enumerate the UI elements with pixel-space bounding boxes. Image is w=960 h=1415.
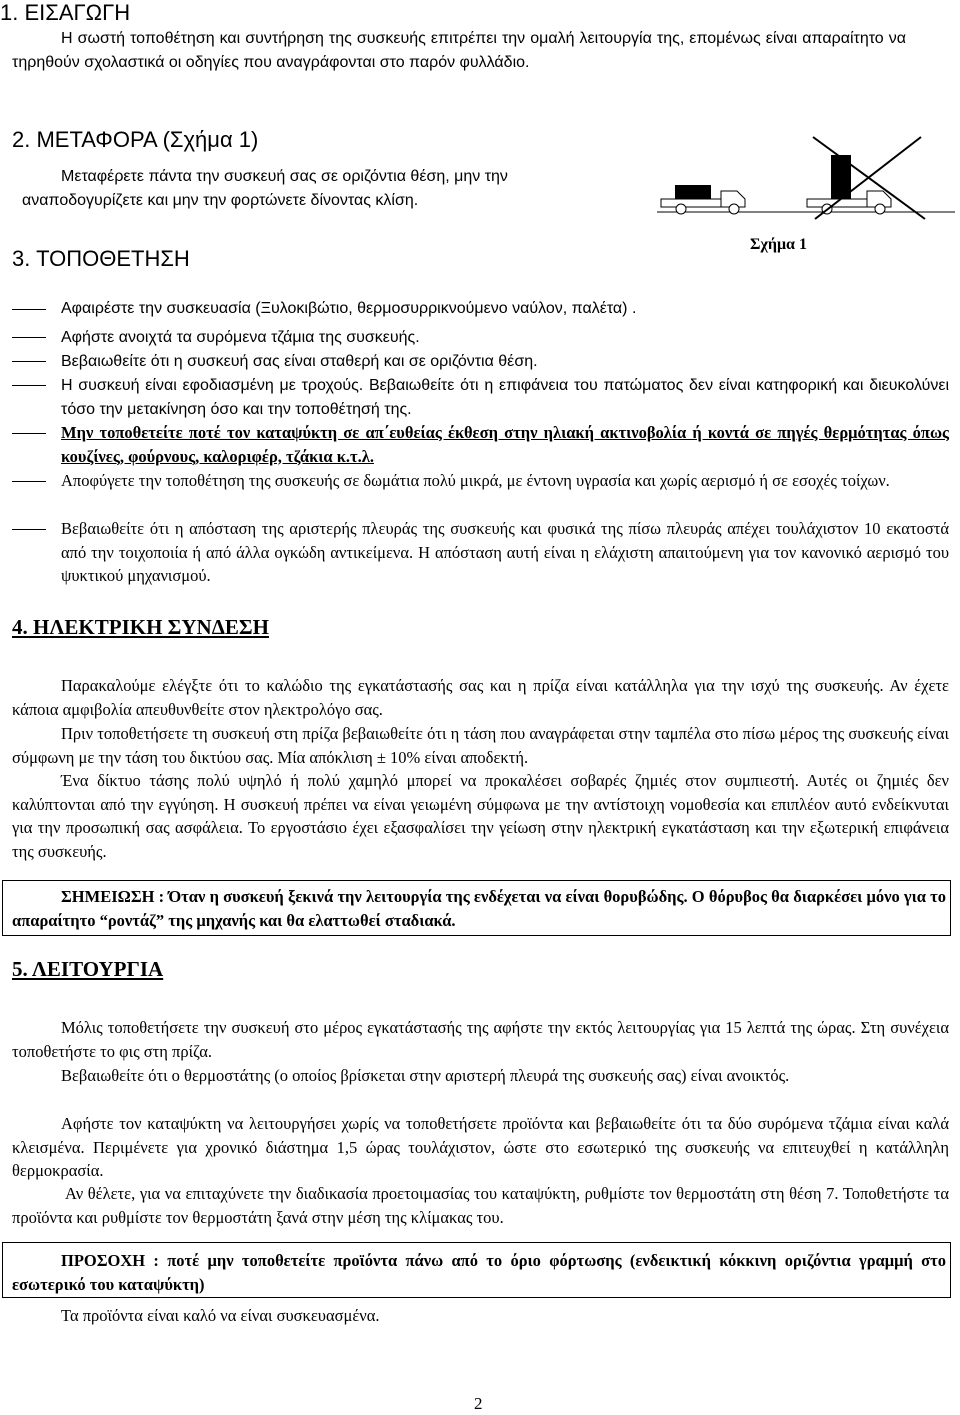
list-item-warning: Μην τοποθετείτε ποτέ τον καταψύκτη σε απ΄ευθείας έκθεση στην ηλιακή ακτινοβολία ή κοντά σε πηγές θερμότητας όπως κουζίνες, φούρνους, καλοριφέρ, τζάκια κ.τ.λ. [61,423,949,466]
figure-1-caption: Σχήμα 1 [750,236,807,253]
list-item: Αποφύγετε την τοποθέτηση της συσκευής σε δωμάτια πολύ μικρά, με έντονη υγρασία και χωρίς αερισμό ή σε εσοχές τοίχων. [61,471,890,490]
truck-incorrect-icon [807,137,925,219]
section-5-paragraph: Αν θέλετε, για να επιταχύνετε την διαδικασία προετοιμασίας του καταψύκτη, ρυθμίστε τον θερμοστάτη στη θέση 7. Τοποθετήστε τα προϊόντα και ρυθμίστε τον θερμοστάτη ξανά στην μέση της κλίμακας του. [12,1184,949,1227]
section-4-paragraph: Πριν τοποθετήσετε τη συσκευή στη πρίζα βεβαιωθείτε ότι η τάση που αναγράφεται στην ταμπέλα στο πίσω μέρος της συσκευής είναι σύμφωνη με την τάση του δικτύου σας. Μία απόκλιση ± 10% είναι αποδεκτή. [12,724,949,767]
warning-text: ΠΡΟΣΟΧΗ : ποτέ μην τοποθετείτε προϊόντα πάνω από το όριο φόρτωσης (ενδεικτική κόκκινη οριζόντια γραμμή στο εσωτερικό του καταψύκτη) [12,1251,946,1294]
truck-correct-icon [657,185,955,214]
list-item: Βεβαιωθείτε ότι η συσκευή σας είναι σταθερή και σε οριζόντια θέση. [61,353,538,370]
section-4-paragraph: Παρακαλούμε ελέγξτε ότι το καλώδιο της εγκατάστασής σας και η πρίζα είναι κατάλληλα για την ισχύ της συσκευής. Αν έχετε κάποια αμφιβολία απευθυνθείτε στον ηλεκτρολόγο σας. [12,676,949,719]
section-3-heading: 3. ΤΟΠΟΘΕΤΗΣΗ [12,246,190,271]
list-item: Βεβαιωθείτε ότι η απόσταση της αριστερής πλευράς της συσκευής και φυσικά της πίσω πλευράς απέχει τουλάχιστον 10 εκατοστά από την τοιχοποιία ή από άλλα ογκώδη αντικείμενα. Η απόσταση αυτή είναι η ελάχιστη απαιτούμενη για τον κανονικό αερισμό του ψυκτικού μηχανισμού. [61,519,949,585]
list-item: Η συσκευή είναι εφοδιασμένη με τροχούς. Βεβαιωθείτε ότι η επιφάνεια του πατώματος δεν είναι κατηφορική και διευκολύνει τόσο την μετακίνηση όσο και την τοποθέτησή της. [61,377,949,418]
dash-bullet [12,337,46,338]
section-1-heading: 1. ΕΙΣΑΓΩΓΗ [0,0,131,25]
dash-bullet [12,529,46,530]
section-4-heading: 4. ΗΛΕΚΤΡΙΚΗ ΣΥΝΔΕΣΗ [12,615,269,639]
section-5-paragraph: Βεβαιωθείτε ότι ο θερμοστάτης (ο οποίος βρίσκεται στην αριστερή πλευρά της συσκευής σας) είναι ανοικτός. [61,1066,790,1085]
dash-bullet [12,481,46,482]
section-2-heading: 2. ΜΕΤΑΦΟΡΑ (Σχήμα 1) [12,127,259,152]
dash-bullet [12,433,46,434]
warning-after-text: Τα προϊόντα είναι καλό να είναι συσκευασμένα. [61,1306,380,1325]
figure-1-trucks [655,135,957,225]
section-4-paragraph: Ένα δίκτυο τάσης πολύ υψηλό ή πολύ χαμηλό μπορεί να προκαλέσει σοβαρές ζημιές στον συμπιεστή. Αυτές οι ζημιές δεν καλύπτονται από την εγγύηση. Η συσκευή πρέπει να είναι γειωμένη σύμφωνα με την αντίστοιχη νομοθεσία και επιπλέον αυτό ενδείκνυται για την προσωπική σας ασφάλεια. Το εργοστάσιο έχει εξασφαλίσει την γείωση στην ηλεκτρική εγκατάσταση και την εξωτερική επιφάνεια της συσκευής. [12,771,949,861]
section-5-paragraph: Μόλις τοποθετήσετε την συσκευή στο μέρος εγκατάστασής της αφήστε την εκτός λειτουργίας για 15 λεπτά της ώρας. Στη συνέχεια τοποθετήστε το φις στη πρίζα. [12,1018,949,1061]
dash-bullet [12,385,46,386]
dash-bullet [12,309,46,310]
section-2-line-1: Μεταφέρετε πάντα την συσκευή σας σε οριζόντια θέση, μην την [61,168,508,185]
list-item: Αφαιρέστε την συσκευασία (Ξυλοκιβώτιο, θερμοσυρρικνούμενο ναύλον, παλέτα) . [61,300,637,317]
note-text: ΣΗΜΕΙΩΣΗ : Όταν η συσκευή ξεκινά την λειτουργία της ενδέχεται να είναι θορυβώδης. Ο θόρυβος θα διαρκέσει μόνο για το απαραίτητο “ροντάζ” της μηχανής και θα ελαττωθεί σταδιακά. [12,887,946,930]
page-number: 2 [474,1394,483,1413]
section-1-text: Η σωστή τοποθέτηση και συντήρηση της συσκευής επιτρέπει την ομαλή λειτουργία της, επομένως είναι απαραίτητο να τηρηθούν σχολαστικά οι οδηγίες που αναγράφονται στο παρόν φυλλάδιο. [12,30,906,71]
section-2-line-2: αναποδογυρίζετε και μην την φορτώνετε δίνοντας κλίση. [22,192,419,209]
dash-bullet [12,361,46,362]
list-item: Αφήστε ανοιχτά τα συρόμενα τζάμια της συσκευής. [61,329,420,346]
section-5-paragraph: Αφήστε τον καταψύκτη να λειτουργήσει χωρίς να τοποθετήσετε προϊόντα και βεβαιωθείτε ότι τα δύο συρόμενα τζάμια είναι καλά κλεισμένα. Περιμένετε για χρονικό διάστημα 1,5 ώρας τουλάχιστον, ώστε στο εσωτερικό της συσκευής να επιτευχθεί η κατάλληλη θερμοκρασία. [12,1114,949,1180]
section-5-heading: 5. ΛΕΙΤΟΥΡΓΙΑ [12,957,164,981]
